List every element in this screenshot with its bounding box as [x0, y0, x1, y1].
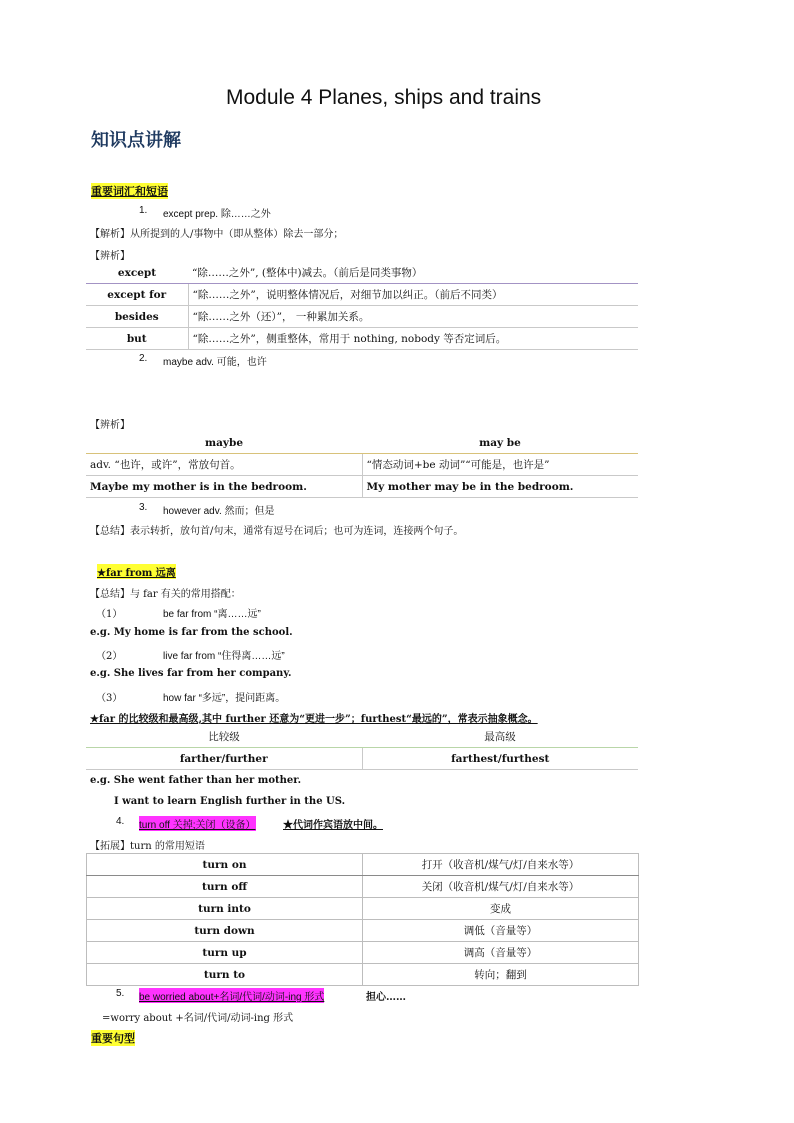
- table-cell-meaning: 打开（收音机/煤气/灯/自来水等）: [363, 854, 639, 876]
- table-header-cell: maybe: [86, 432, 362, 454]
- far-item-1-text: be far from “离……远”: [163, 609, 261, 620]
- turn-table: [86, 853, 639, 986]
- summary-3: 【总结】表示转折，放句首/句末，通常有逗号在词后；也可为连词，连接两个句子。: [90, 526, 464, 537]
- table-row: [86, 306, 638, 328]
- item-1-text: except prep. 除……之外: [163, 209, 271, 220]
- table-row: [86, 748, 638, 770]
- far-item-2-example: e.g. She lives far from her company.: [90, 668, 292, 679]
- table-cell-meaning: “除……之外”，说明整体情况后，对细节加以纠正。（前后不同类）: [188, 284, 638, 306]
- table-cell-meaning: “除……之外（还）”， 一种累加关系。: [188, 306, 638, 328]
- table-row: [87, 898, 639, 920]
- far-note: ★far 的比较级和最高级,其中 further 还意为“更进一步”；furthest“最远的”，常表示抽象概念。: [90, 714, 538, 725]
- item-4-tail: ★代词作宾语放中间。: [283, 820, 383, 831]
- sentence-heading: 重要句型: [91, 1032, 135, 1045]
- table-row: [86, 262, 638, 284]
- page-title: Module 4 Planes, ships and trains: [226, 86, 542, 109]
- table-row: [87, 854, 639, 876]
- table-cell-meaning: 关闭（收音机/煤气/灯/自来水等）: [363, 876, 639, 898]
- far-item-1-example: e.g. My home is far from the school.: [90, 627, 293, 638]
- table-header-cell: may be: [362, 432, 638, 454]
- far-item-3-number: （3）: [96, 693, 123, 704]
- item-5-tail: 担心……: [366, 992, 406, 1003]
- table-cell-word: besides: [86, 306, 188, 328]
- table-cell: Maybe my mother is in the bedroom.: [86, 476, 362, 498]
- vocab-heading: 重要词汇和短语: [91, 185, 168, 198]
- table-header-cell: 比较级: [86, 726, 362, 748]
- table-cell-meaning: 调高（音量等）: [363, 942, 639, 964]
- maybe-table: [86, 432, 638, 498]
- table-cell: farthest/furthest: [362, 748, 638, 770]
- table-header-row: [86, 432, 638, 454]
- table-cell-phrase: turn off: [87, 876, 363, 898]
- table-cell-meaning: “除……之外”，侧重整体，常用于 nothing, nobody 等否定词后。: [188, 328, 638, 350]
- table-cell: farther/further: [86, 748, 362, 770]
- far-from-heading: ★far from 远离: [97, 564, 176, 579]
- table-cell: adv. “也许，或许”，常放句首。: [86, 454, 362, 476]
- table-row: [87, 876, 639, 898]
- table-cell-word: except for: [86, 284, 188, 306]
- table-cell-meaning: 变成: [363, 898, 639, 920]
- table-row: [86, 284, 638, 306]
- table-cell-word: but: [86, 328, 188, 350]
- item-1-number: 1.: [139, 205, 148, 216]
- table-cell-phrase: turn down: [87, 920, 363, 942]
- table-header-cell: 最高级: [362, 726, 638, 748]
- table-header-row: [86, 726, 638, 748]
- far-example-1: e.g. She went father than her mother.: [90, 775, 302, 786]
- item-4-highlight: turn off 关掉;关闭（设备）: [139, 816, 256, 831]
- table-row: [86, 454, 638, 476]
- item-5-equivalent: =worry about +名词/代词/动词-ing 形式: [102, 1013, 294, 1024]
- item-2-text: maybe adv. 可能，也许: [163, 357, 267, 368]
- distinguish-label-2: 【辨析】: [90, 420, 130, 431]
- table-row: [87, 964, 639, 986]
- item-3-number: 3.: [139, 502, 148, 513]
- table-row: [87, 920, 639, 942]
- far-summary: 【总结】与 far 有关的常用搭配：: [90, 589, 241, 600]
- table-cell-meaning: 转向；翻到: [363, 964, 639, 986]
- extend-label: 【拓展】turn 的常用短语: [90, 841, 205, 852]
- analysis-1: 【解析】从所提到的人/事物中（即从整体）除去一部分；: [90, 229, 344, 240]
- item-2-number: 2.: [139, 353, 148, 364]
- far-item-2-text: live far from “住得离……远”: [163, 651, 285, 662]
- far-example-2: I want to learn English further in the US.: [114, 796, 346, 807]
- except-table: [86, 262, 638, 350]
- item-3-text: however adv. 然而；但是: [163, 506, 275, 517]
- table-cell-meaning: 调低（音量等）: [363, 920, 639, 942]
- table-cell-phrase: turn up: [87, 942, 363, 964]
- table-cell-phrase: turn to: [87, 964, 363, 986]
- distinguish-label: 【辨析】: [90, 251, 130, 262]
- table-row: [86, 328, 638, 350]
- compare-table: [86, 726, 638, 770]
- table-row: [86, 476, 638, 498]
- section-heading: 知识点讲解: [91, 130, 181, 151]
- table-cell-meaning: “除……之外”, (整体中)减去。（前后是同类事物）: [188, 262, 638, 284]
- far-item-3-text: how far “多远”，提问距离。: [163, 693, 286, 704]
- far-item-2-number: （2）: [96, 651, 123, 662]
- far-item-1-number: （1）: [96, 609, 123, 620]
- table-cell-word: except: [86, 262, 188, 284]
- item-5-highlight: be worried about+名词/代词/动词-ing 形式: [139, 988, 324, 1003]
- table-row: [87, 942, 639, 964]
- table-cell: My mother may be in the bedroom.: [362, 476, 638, 498]
- item-5-number: 5.: [116, 988, 125, 999]
- table-cell-phrase: turn into: [87, 898, 363, 920]
- table-cell-phrase: turn on: [87, 854, 363, 876]
- item-4-number: 4.: [116, 816, 125, 827]
- table-cell: “情态动词+be 动词”“可能是，也许是”: [362, 454, 638, 476]
